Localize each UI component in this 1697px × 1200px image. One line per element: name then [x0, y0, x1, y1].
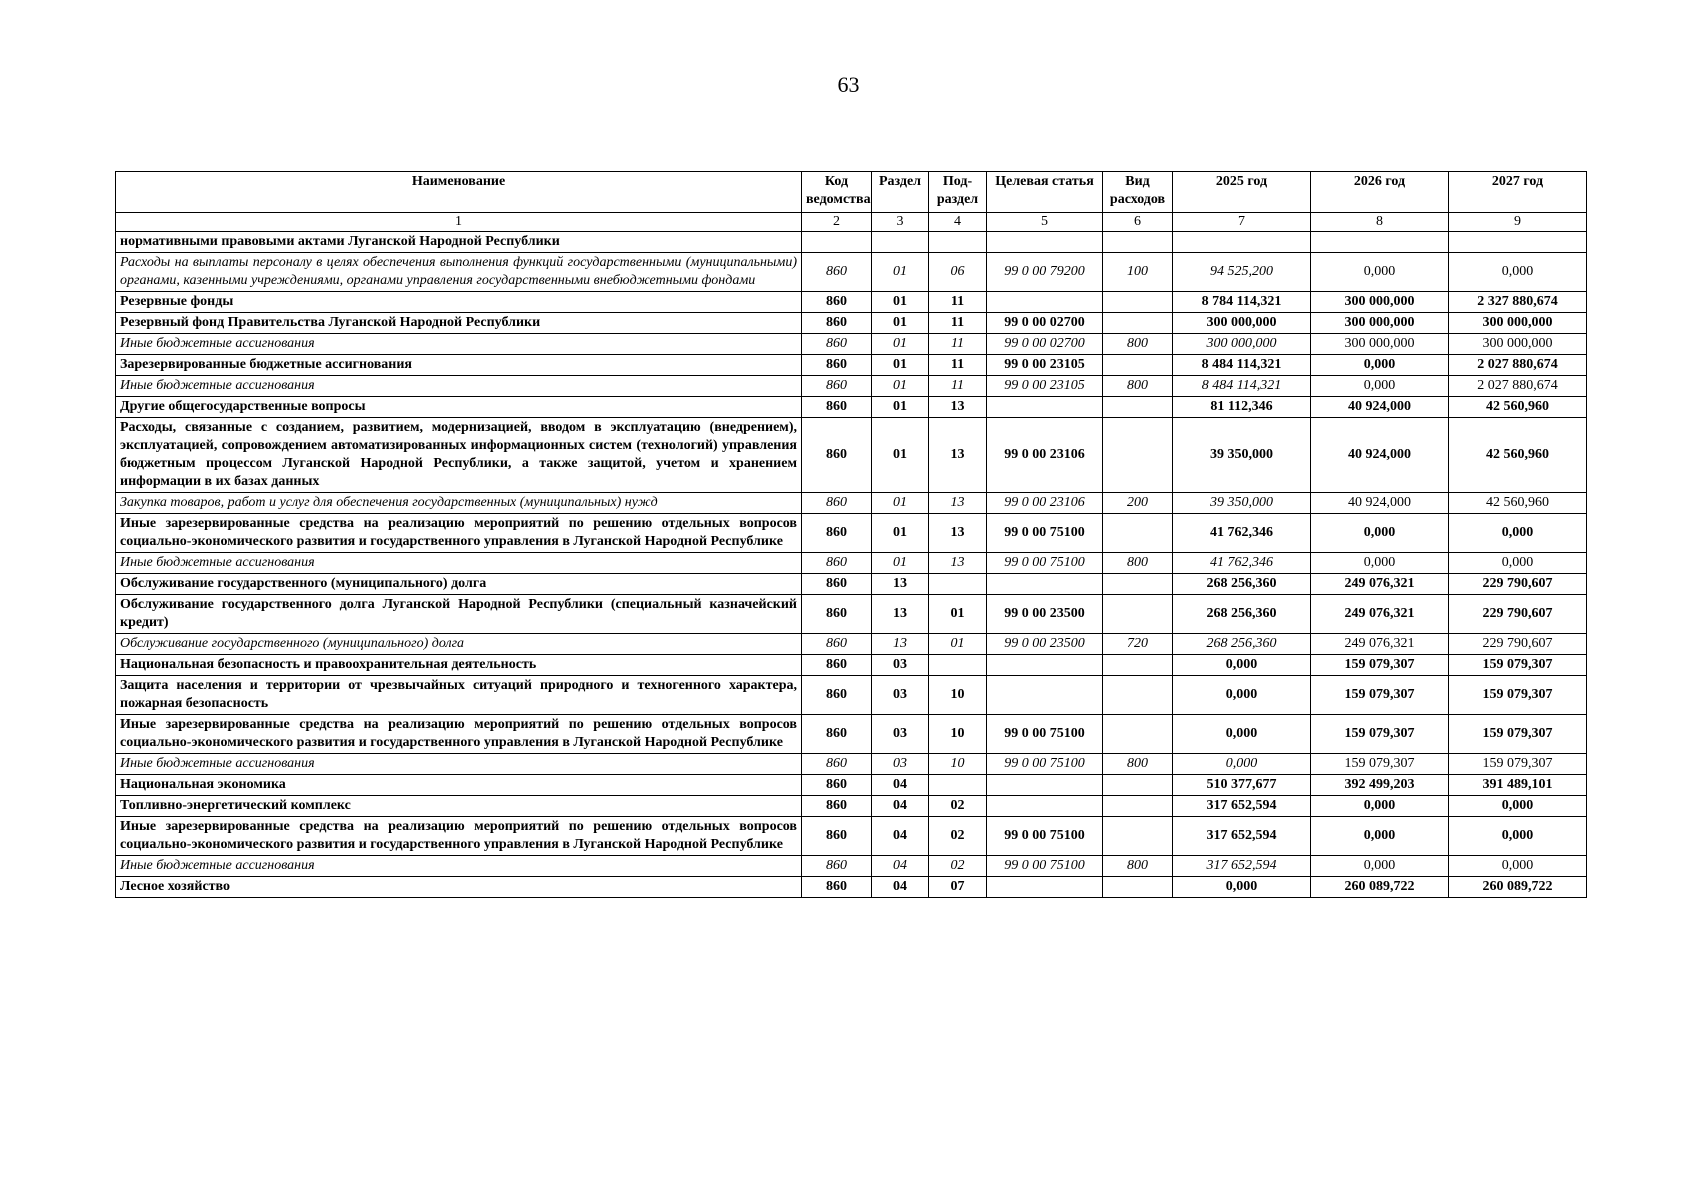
cell-statya [987, 676, 1103, 715]
cell-vid [1103, 397, 1173, 418]
cell-name: Обслуживание государственного долга Луганской Народной Республики (специальный казначейский кредит) [116, 595, 802, 634]
cell-podrazdel: 02 [929, 796, 987, 817]
cell-vid: 800 [1103, 553, 1173, 574]
cell-2026: 249 076,321 [1311, 574, 1449, 595]
cell-name: Другие общегосударственные вопросы [116, 397, 802, 418]
cell-2027: 159 079,307 [1449, 676, 1587, 715]
cell-2025: 8 484 114,321 [1173, 376, 1311, 397]
cell-2026: 40 924,000 [1311, 397, 1449, 418]
cell-2027: 229 790,607 [1449, 574, 1587, 595]
cell-vid [1103, 574, 1173, 595]
cell-name: Иные бюджетные ассигнования [116, 334, 802, 355]
cell-2027 [1449, 232, 1587, 253]
cell-podrazdel [929, 232, 987, 253]
cell-2026: 159 079,307 [1311, 655, 1449, 676]
cell-ved: 860 [802, 253, 872, 292]
cell-2027: 2 027 880,674 [1449, 376, 1587, 397]
cell-ved: 860 [802, 574, 872, 595]
header-2025: 2025 год [1173, 172, 1311, 213]
cell-statya: 99 0 00 23106 [987, 493, 1103, 514]
cell-2025 [1173, 232, 1311, 253]
cell-ved: 860 [802, 595, 872, 634]
cell-razdel: 04 [872, 796, 929, 817]
table-row [116, 313, 1587, 334]
cell-podrazdel: 13 [929, 418, 987, 493]
cell-podrazdel [929, 775, 987, 796]
cell-2026: 0,000 [1311, 376, 1449, 397]
cell-podrazdel [929, 655, 987, 676]
cell-podrazdel: 11 [929, 334, 987, 355]
cell-name: Защита населения и территории от чрезвычайных ситуаций природного и техногенного характера, пожарная безопасность [116, 676, 802, 715]
cell-ved: 860 [802, 514, 872, 553]
cell-ved: 860 [802, 754, 872, 775]
cell-ved [802, 232, 872, 253]
page-number: 63 [837, 72, 860, 97]
cell-statya [987, 292, 1103, 313]
cell-2027: 42 560,960 [1449, 418, 1587, 493]
cell-podrazdel: 13 [929, 553, 987, 574]
cell-2026: 0,000 [1311, 817, 1449, 856]
header-podrazdel: Под-раздел [929, 172, 987, 213]
header-vid: Вид расходов [1103, 172, 1173, 213]
column-index: 6 [1103, 213, 1173, 232]
cell-name: Национальная экономика [116, 775, 802, 796]
cell-ved: 860 [802, 493, 872, 514]
cell-razdel: 04 [872, 856, 929, 877]
cell-name: Иные бюджетные ассигнования [116, 553, 802, 574]
cell-vid [1103, 655, 1173, 676]
cell-podrazdel: 13 [929, 514, 987, 553]
cell-vid [1103, 232, 1173, 253]
cell-razdel: 01 [872, 418, 929, 493]
cell-vid: 800 [1103, 754, 1173, 775]
cell-statya: 99 0 00 23105 [987, 376, 1103, 397]
cell-2027: 0,000 [1449, 553, 1587, 574]
table-row [116, 553, 1587, 574]
cell-podrazdel: 02 [929, 856, 987, 877]
cell-statya: 99 0 00 75100 [987, 715, 1103, 754]
budget-table [115, 171, 1587, 898]
cell-2025: 39 350,000 [1173, 493, 1311, 514]
cell-2027: 300 000,000 [1449, 334, 1587, 355]
cell-2025: 268 256,360 [1173, 595, 1311, 634]
cell-razdel: 03 [872, 715, 929, 754]
cell-podrazdel: 11 [929, 355, 987, 376]
table-row [116, 775, 1587, 796]
cell-2026: 260 089,722 [1311, 877, 1449, 898]
table-row [116, 796, 1587, 817]
table-row [116, 877, 1587, 898]
column-index: 4 [929, 213, 987, 232]
cell-statya [987, 775, 1103, 796]
cell-vid [1103, 877, 1173, 898]
cell-2025: 0,000 [1173, 655, 1311, 676]
cell-razdel: 01 [872, 253, 929, 292]
cell-2026: 0,000 [1311, 253, 1449, 292]
cell-2026: 249 076,321 [1311, 595, 1449, 634]
column-index: 1 [116, 213, 802, 232]
cell-statya [987, 877, 1103, 898]
cell-razdel: 03 [872, 655, 929, 676]
cell-2026: 159 079,307 [1311, 715, 1449, 754]
table-header-row [116, 172, 1587, 213]
cell-name: Расходы, связанные с созданием, развитием, модернизацией, вводом в эксплуатацию (внедрением), эксплуатацией, сопровождением автоматизированных информационных систем (технологий) управления бюджетным процессом Луганской Народной Республики, а также защитой, учетом и хранением информации в их базах данных [116, 418, 802, 493]
table-row [116, 595, 1587, 634]
cell-ved: 860 [802, 292, 872, 313]
cell-razdel: 01 [872, 514, 929, 553]
cell-2025: 317 652,594 [1173, 796, 1311, 817]
cell-2025: 94 525,200 [1173, 253, 1311, 292]
cell-ved: 860 [802, 334, 872, 355]
table-row [116, 376, 1587, 397]
cell-2027: 0,000 [1449, 514, 1587, 553]
column-index-row [116, 213, 1587, 232]
cell-ved: 860 [802, 715, 872, 754]
cell-2025: 268 256,360 [1173, 634, 1311, 655]
table-row [116, 676, 1587, 715]
cell-vid [1103, 514, 1173, 553]
cell-2027: 391 489,101 [1449, 775, 1587, 796]
cell-name: Обслуживание государственного (муниципального) долга [116, 574, 802, 595]
table-row [116, 514, 1587, 553]
cell-vid: 800 [1103, 334, 1173, 355]
cell-2027: 0,000 [1449, 253, 1587, 292]
cell-ved: 860 [802, 634, 872, 655]
cell-podrazdel: 02 [929, 817, 987, 856]
cell-ved: 860 [802, 418, 872, 493]
cell-ved: 860 [802, 775, 872, 796]
cell-podrazdel: 10 [929, 754, 987, 775]
cell-2026: 0,000 [1311, 796, 1449, 817]
cell-vid: 100 [1103, 253, 1173, 292]
cell-2027: 159 079,307 [1449, 715, 1587, 754]
cell-2027: 2 027 880,674 [1449, 355, 1587, 376]
cell-podrazdel: 10 [929, 676, 987, 715]
cell-podrazdel: 07 [929, 877, 987, 898]
cell-razdel: 04 [872, 775, 929, 796]
cell-podrazdel: 11 [929, 292, 987, 313]
cell-name: Резервные фонды [116, 292, 802, 313]
cell-name: Иные бюджетные ассигнования [116, 376, 802, 397]
cell-ved: 860 [802, 676, 872, 715]
table-row [116, 754, 1587, 775]
cell-podrazdel: 06 [929, 253, 987, 292]
cell-2026 [1311, 232, 1449, 253]
cell-2025: 0,000 [1173, 754, 1311, 775]
cell-name: Лесное хозяйство [116, 877, 802, 898]
cell-2025: 317 652,594 [1173, 817, 1311, 856]
header-statya: Целевая статья [987, 172, 1103, 213]
column-index: 5 [987, 213, 1103, 232]
cell-2026: 0,000 [1311, 514, 1449, 553]
cell-2027: 0,000 [1449, 796, 1587, 817]
header-razdel: Раздел [872, 172, 929, 213]
cell-vid [1103, 355, 1173, 376]
cell-2027: 42 560,960 [1449, 493, 1587, 514]
cell-vid [1103, 775, 1173, 796]
cell-2026: 0,000 [1311, 553, 1449, 574]
cell-statya [987, 397, 1103, 418]
cell-ved: 860 [802, 796, 872, 817]
cell-razdel: 04 [872, 877, 929, 898]
cell-2026: 392 499,203 [1311, 775, 1449, 796]
cell-name: нормативными правовыми актами Луганской Народной Республики [116, 232, 802, 253]
cell-vid [1103, 313, 1173, 334]
cell-vid: 200 [1103, 493, 1173, 514]
table-row [116, 253, 1587, 292]
cell-2025: 510 377,677 [1173, 775, 1311, 796]
cell-statya: 99 0 00 02700 [987, 334, 1103, 355]
cell-vid [1103, 817, 1173, 856]
cell-2026: 249 076,321 [1311, 634, 1449, 655]
column-index: 9 [1449, 213, 1587, 232]
column-index: 2 [802, 213, 872, 232]
cell-2026: 0,000 [1311, 856, 1449, 877]
cell-statya: 99 0 00 23500 [987, 595, 1103, 634]
cell-podrazdel: 11 [929, 376, 987, 397]
table-body [116, 232, 1587, 898]
header-name: Наименование [116, 172, 802, 213]
cell-razdel: 03 [872, 676, 929, 715]
cell-vid [1103, 595, 1173, 634]
cell-2025: 39 350,000 [1173, 418, 1311, 493]
cell-ved: 860 [802, 355, 872, 376]
cell-razdel: 01 [872, 397, 929, 418]
header-ved: Код ведомства [802, 172, 872, 213]
cell-2025: 317 652,594 [1173, 856, 1311, 877]
table-row [116, 574, 1587, 595]
cell-razdel: 13 [872, 595, 929, 634]
cell-razdel: 03 [872, 754, 929, 775]
cell-razdel [872, 232, 929, 253]
cell-ved: 860 [802, 817, 872, 856]
cell-name: Иные зарезервированные средства на реализацию мероприятий по решению отдельных вопросов социально-экономического развития и государственного управления в Луганской Народной Республике [116, 817, 802, 856]
cell-2026: 300 000,000 [1311, 313, 1449, 334]
cell-2026: 40 924,000 [1311, 493, 1449, 514]
cell-2025: 268 256,360 [1173, 574, 1311, 595]
cell-vid: 720 [1103, 634, 1173, 655]
table-row [116, 232, 1587, 253]
cell-vid [1103, 715, 1173, 754]
header-2027: 2027 год [1449, 172, 1587, 213]
header-2026: 2026 год [1311, 172, 1449, 213]
table-row [116, 334, 1587, 355]
cell-ved: 860 [802, 397, 872, 418]
cell-2025: 0,000 [1173, 715, 1311, 754]
cell-podrazdel: 10 [929, 715, 987, 754]
cell-2027: 42 560,960 [1449, 397, 1587, 418]
cell-vid: 800 [1103, 376, 1173, 397]
column-index: 7 [1173, 213, 1311, 232]
cell-statya: 99 0 00 23500 [987, 634, 1103, 655]
table-row [116, 817, 1587, 856]
cell-statya: 99 0 00 75100 [987, 856, 1103, 877]
cell-vid [1103, 418, 1173, 493]
cell-statya: 99 0 00 75100 [987, 817, 1103, 856]
cell-razdel: 01 [872, 376, 929, 397]
cell-ved: 860 [802, 877, 872, 898]
cell-2027: 0,000 [1449, 856, 1587, 877]
cell-podrazdel: 11 [929, 313, 987, 334]
cell-statya [987, 655, 1103, 676]
cell-razdel: 01 [872, 355, 929, 376]
table-row [116, 355, 1587, 376]
cell-podrazdel: 13 [929, 493, 987, 514]
cell-2026: 40 924,000 [1311, 418, 1449, 493]
table-row [116, 655, 1587, 676]
cell-statya: 99 0 00 23105 [987, 355, 1103, 376]
cell-2025: 8 784 114,321 [1173, 292, 1311, 313]
cell-name: Расходы на выплаты персоналу в целях обеспечения выполнения функций государственными (муниципальными) органами, казенными учреждениями, органами управления государственными внебюджетными фондами [116, 253, 802, 292]
table-row [116, 634, 1587, 655]
cell-2025: 81 112,346 [1173, 397, 1311, 418]
cell-name: Национальная безопасность и правоохранительная деятельность [116, 655, 802, 676]
cell-ved: 860 [802, 376, 872, 397]
cell-2027: 159 079,307 [1449, 754, 1587, 775]
cell-name: Иные бюджетные ассигнования [116, 754, 802, 775]
cell-name: Обслуживание государственного (муниципального) долга [116, 634, 802, 655]
cell-statya [987, 574, 1103, 595]
cell-podrazdel: 01 [929, 595, 987, 634]
cell-vid: 800 [1103, 856, 1173, 877]
cell-vid [1103, 796, 1173, 817]
cell-razdel: 01 [872, 334, 929, 355]
cell-2025: 8 484 114,321 [1173, 355, 1311, 376]
cell-2026: 300 000,000 [1311, 292, 1449, 313]
cell-razdel: 13 [872, 574, 929, 595]
cell-2026: 159 079,307 [1311, 754, 1449, 775]
cell-name: Иные бюджетные ассигнования [116, 856, 802, 877]
cell-name: Зарезервированные бюджетные ассигнования [116, 355, 802, 376]
cell-razdel: 04 [872, 817, 929, 856]
cell-2027: 229 790,607 [1449, 634, 1587, 655]
table-row [116, 292, 1587, 313]
cell-ved: 860 [802, 313, 872, 334]
cell-2026: 159 079,307 [1311, 676, 1449, 715]
cell-podrazdel [929, 574, 987, 595]
cell-name: Резервный фонд Правительства Луганской Народной Республики [116, 313, 802, 334]
table-row [116, 493, 1587, 514]
cell-name: Иные зарезервированные средства на реализацию мероприятий по решению отдельных вопросов социально-экономического развития и государственного управления в Луганской Народной Республике [116, 715, 802, 754]
cell-statya: 99 0 00 79200 [987, 253, 1103, 292]
cell-2025: 0,000 [1173, 676, 1311, 715]
column-index: 8 [1311, 213, 1449, 232]
cell-2027: 300 000,000 [1449, 313, 1587, 334]
cell-2025: 300 000,000 [1173, 313, 1311, 334]
cell-statya [987, 796, 1103, 817]
cell-razdel: 01 [872, 292, 929, 313]
cell-2027: 2 327 880,674 [1449, 292, 1587, 313]
cell-2025: 41 762,346 [1173, 514, 1311, 553]
cell-podrazdel: 13 [929, 397, 987, 418]
cell-2025: 0,000 [1173, 877, 1311, 898]
cell-ved: 860 [802, 655, 872, 676]
cell-razdel: 13 [872, 634, 929, 655]
cell-razdel: 01 [872, 493, 929, 514]
cell-2027: 0,000 [1449, 817, 1587, 856]
cell-ved: 860 [802, 553, 872, 574]
cell-podrazdel: 01 [929, 634, 987, 655]
table-row [116, 418, 1587, 493]
cell-statya: 99 0 00 02700 [987, 313, 1103, 334]
table-row [116, 856, 1587, 877]
cell-statya: 99 0 00 75100 [987, 514, 1103, 553]
cell-2026: 0,000 [1311, 355, 1449, 376]
cell-razdel: 01 [872, 313, 929, 334]
table-row [116, 397, 1587, 418]
cell-2025: 300 000,000 [1173, 334, 1311, 355]
cell-vid [1103, 292, 1173, 313]
cell-statya [987, 232, 1103, 253]
cell-razdel: 01 [872, 553, 929, 574]
cell-ved: 860 [802, 856, 872, 877]
cell-2027: 229 790,607 [1449, 595, 1587, 634]
cell-2027: 159 079,307 [1449, 655, 1587, 676]
cell-name: Топливно-энергетический комплекс [116, 796, 802, 817]
table-row [116, 715, 1587, 754]
cell-2027: 260 089,722 [1449, 877, 1587, 898]
cell-statya: 99 0 00 75100 [987, 553, 1103, 574]
cell-vid [1103, 676, 1173, 715]
column-index: 3 [872, 213, 929, 232]
cell-2025: 41 762,346 [1173, 553, 1311, 574]
cell-name: Иные зарезервированные средства на реализацию мероприятий по решению отдельных вопросов социально-экономического развития и государственного управления в Луганской Народной Республике [116, 514, 802, 553]
cell-statya: 99 0 00 75100 [987, 754, 1103, 775]
cell-name: Закупка товаров, работ и услуг для обеспечения государственных (муниципальных) нужд [116, 493, 802, 514]
cell-2026: 300 000,000 [1311, 334, 1449, 355]
cell-statya: 99 0 00 23106 [987, 418, 1103, 493]
